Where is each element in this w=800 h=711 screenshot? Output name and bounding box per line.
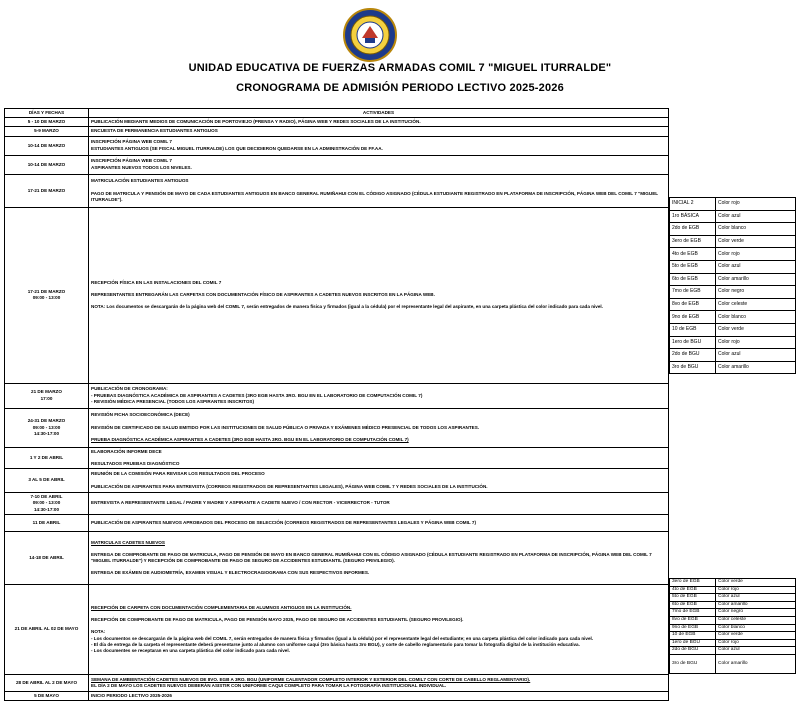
activities-header: ACTIVIDADES (89, 109, 669, 118)
legend-level: 5to de EGB (670, 594, 716, 602)
activity-line: REUNIÓN DE LA COMISIÓN PARA REVISAR LOS RESULTADOS DEL PROCESO (91, 471, 265, 477)
legend-color: Color amarillo (716, 654, 796, 673)
row-date: 5 DE MAYO (5, 692, 89, 701)
legend-level: 9no de EGB (670, 624, 716, 632)
legend-level: 10 de EGB (670, 632, 716, 640)
row-date: 14-18 DE ABRIL (5, 532, 89, 585)
legend-color: Color negro (716, 609, 796, 617)
legend-row (670, 336, 796, 349)
legend-color: Color azul (716, 594, 796, 602)
legend-level: 6to de EGB (670, 601, 716, 609)
activity-line: ENTREGA DE COMPROBANTE DE PAGO DE MATRICULA, PAGO DE PENSIÓN DE MAYO EN BANCO GENERAL RUMIÑAHUI CON EL CÓDIGO ASIGNADO (CÉDULA ESTUDIANTE REGISTRADO EN PLATAFORMA DE INSCRIPCIÓN, PÁGINA WEB DEL COMIL 7 "MIGUEL ITURRALDE") Y RECEPCIÓN DE COMPROBANTE DE PAGO DE SEGURO DE ACCIDENTES ESTUDIANTIL (SEGURO PRIVILEGIO). (91, 551, 652, 564)
activity-line: PUBLICACIÓN DE ASPIRANTES PARA ENTREVISTA (CORREOS REGISTRADOS DE REPRESENTANTES LEGALES), PÁGINA WEB COMIL 7 Y REDES SOCIALES DE LA INSTITUCIÓN. (91, 483, 488, 489)
date-line: 24-31 DE MARZO (27, 418, 66, 424)
legend-level: 6to de EGB (670, 273, 716, 286)
table-row (5, 408, 669, 447)
legend-level: 1ero de BGU (670, 336, 716, 349)
legend-row (670, 248, 796, 261)
row-activity: ENCUESTA DE PERMANENCIA ESTUDIANTES ANTIGUOS (89, 127, 669, 136)
table-row (5, 469, 669, 493)
row-activity (89, 532, 669, 585)
legend-row (670, 654, 796, 673)
row-activity (89, 675, 669, 692)
row-activity: ENTREVISTA A REPRESENTANTE LEGAL / PADRE Y MADRE Y ASPIRANTE A CADETE NUEVO / CON RECTOR - VICERRECTOR - TUTOR (89, 493, 669, 515)
table-header-row (5, 109, 669, 118)
row-date (5, 408, 89, 447)
legend-level: 2do de BGU (670, 647, 716, 655)
activity-line: - PRUEBAS DIAGNÓSTICA ACADÉMICA DE ASPIRANTES A CADETES (3RO EGB HASTA 3RO. BGU EN EL LABORATORIO DE COMPUTACIÓN COMIL 7) (91, 392, 423, 398)
table-row (5, 174, 669, 207)
legend-row (670, 286, 796, 299)
table-row (5, 127, 669, 136)
legend-level: 2do de EGB (670, 223, 716, 236)
legend-row (670, 594, 796, 602)
legend-color: Color rojo (716, 586, 796, 594)
legend-color: Color celeste (716, 616, 796, 624)
legend-level: 10 de EGB (670, 323, 716, 336)
row-date: 21 DE ABRIL AL 02 DE MAYO (5, 585, 89, 675)
activity-line: INSCRIPCIÓN PÁGINA WEB COMIL 7 (91, 158, 172, 164)
legend-color: Color rojo (716, 198, 796, 211)
activity-line: REPRESENTANTES ENTREGARÁN LAS CARPETAS CON DOCUMENTACIÓN FÍSICO DE ASPIRANTES A CADETES NUEVOS INSCRITOS EN LA PÁGINA WEB. (91, 292, 435, 297)
activity-line: RECEPCIÓN DE COMPROBANTE DE PAGO DE MATRICULA, PAGO DE PENSIÓN MAYO 2025, PAGO DE SEGURO DE ACCIDENTES ESTUDIANTIL (SEGURO PROVILEGIO). (91, 617, 464, 623)
row-activity (89, 383, 669, 408)
activity-line: - REVISIÓN MÉDICA PRESENCIAL (TODOS LOS ASPIRANTES INSCRITOS) (91, 398, 255, 404)
date-line: 7-10 DE ABRIL (30, 494, 63, 500)
legend-level: 3ro de BGU (670, 361, 716, 374)
legend-level: 3ero de EGB (670, 235, 716, 248)
legend-color: Color blanco (716, 624, 796, 632)
schedule-table (4, 108, 669, 701)
activity-note: - Los documentes se receptaran en una carpeta plástica del color indicado para cada nivel. (91, 647, 290, 653)
row-date: 5-9 MARZO (5, 127, 89, 136)
time-line: 09:00 - 13:00 (32, 424, 61, 430)
legend-row (670, 235, 796, 248)
row-activity: INICIO PERIODO LECTIVO 2025-2026 (89, 692, 669, 701)
activity-line: RESULTADOS PRUEBAS DIAGNÓSTICO (91, 460, 180, 466)
legend-color: Color blanco (716, 311, 796, 324)
folder-color-legend-new (669, 197, 796, 374)
row-date: 1 Y 2 DE ABRIL (5, 447, 89, 468)
legend-level: 5to de EGB (670, 260, 716, 273)
legend-level: 7mo de EGB (670, 286, 716, 299)
legend-color: Color rojo (716, 248, 796, 261)
legend-row (670, 647, 796, 655)
legend-level: 8vo de EGB (670, 616, 716, 624)
row-date: 5 - 10 DE MARZO (5, 118, 89, 127)
legend-level: 3ro de BGU (670, 654, 716, 673)
row-activity (89, 174, 669, 207)
legend-row (670, 609, 796, 617)
row-activity (89, 585, 669, 675)
row-date: 11 DE ABRIL (5, 515, 89, 532)
activity-note: - El día de entrega de la carpeta el representante deberá presentarse junto al alumno con uniforme caqui (3ro básica hasta 3ro BGU), y corte de cabello reglamentario para tomar la fotografía digital de la institución educativa. (91, 641, 580, 647)
legend-color: Color verde (716, 323, 796, 336)
legend-row (670, 624, 796, 632)
document-subtitle: CRONOGRAMA DE ADMISIÓN PERIODO LECTIVO 2025-2026 (236, 82, 564, 94)
date-line: 21 DE MARZO (31, 389, 62, 395)
row-activity (89, 207, 669, 383)
table-row (5, 493, 669, 515)
legend-color: Color verde (716, 579, 796, 587)
legend-color: Color azul (716, 210, 796, 223)
legend-color: Color rojo (716, 639, 796, 647)
legend-row (670, 311, 796, 324)
legend-level: INICIAL 2 (670, 198, 716, 211)
row-date: 28 DE ABRIL AL 2 DE MAYO (5, 675, 89, 692)
row-date: 17-21 DE MARZO (5, 174, 89, 207)
time-line: 14:30-17:00 (33, 506, 60, 512)
activity-line: RECEPCIÓN FÍSICA EN LAS INSTALACIONES DEL COMIL 7 (91, 279, 222, 285)
legend-row (670, 198, 796, 211)
legend-row (670, 273, 796, 286)
row-activity (89, 155, 669, 174)
legend-color: Color verde (716, 235, 796, 248)
activity-line: SEMANA DE AMBIENTACIÓN CADETES NUEVOS DE 8VO. EGB A 3RO. BGU (UNIFORME CALENTADOR COMPLETO INTERIOR Y EXTERIOR DEL COMIL7 CON CORTE DE CABELLO REGLAMENTARIO). (91, 676, 531, 682)
legend-level: 4to de EGB (670, 248, 716, 261)
document-title: UNIDAD EDUCATIVA DE FUERZAS ARMADAS COMIL 7 "MIGUEL ITURRALDE" (188, 62, 612, 74)
legend-level: 3ero de EGB (670, 579, 716, 587)
legend-color: Color azul (716, 647, 796, 655)
activity-line: REVISIÓN DE CERTIFICADO DE SALUD EMITIDO POR LAS INSTITUCIONES DE SALUD PÚBLICA O PRIVADA Y EXÁMENES MÉDICO PRESENCIAL DE TODOS LOS ASPIRANTES. (91, 424, 480, 430)
time-line: 09:00 - 13:00 (32, 500, 61, 506)
row-date (5, 207, 89, 383)
row-activity (89, 447, 669, 468)
table-row (5, 383, 669, 408)
row-date (5, 493, 89, 515)
table-row (5, 692, 669, 701)
legend-color: Color celeste (716, 298, 796, 311)
legend-color: Color azul (716, 260, 796, 273)
legend-row (670, 223, 796, 236)
activity-note-title: NOTA: (91, 629, 106, 635)
row-date (5, 383, 89, 408)
row-date: 10-14 DE MARZO (5, 136, 89, 155)
legend-level: 1ro BÁSICA (670, 210, 716, 223)
activity-line: ESTUDIANTES ANTIGUOS (SE FISCAL MIGUEL ITURRALDE) LOS QUE DECIDIERON QUEDARSE EN LA ADMINISTRACIÓN DE FF.AA. (91, 145, 383, 151)
activity-line: ELABORACIÓN INFORME DECE (91, 448, 162, 454)
table-row (5, 447, 669, 468)
institution-seal (343, 8, 397, 62)
row-activity: PUBLICACIÓN DE ASPIRANTES NUEVOS APROBADOS DEL PROCESO DE SELECCIÓN (CORREOS REGISTRADOS DE REPRESENTANTES LEGALES Y PÁGINA WEB COMIL 7) (89, 515, 669, 532)
legend-row (670, 361, 796, 374)
activity-line: INSCRIPCIÓN PÁGINA WEB COMIL 7 (91, 139, 172, 145)
activity-line: PUBLICACIÓN DE CRONOGRAMA: (91, 386, 168, 392)
row-date: 10-14 DE MARZO (5, 155, 89, 174)
legend-color: Color rojo (716, 336, 796, 349)
legend-row (670, 210, 796, 223)
legend-level: 7mo de EGB (670, 609, 716, 617)
row-activity: PUBLICACIÓN MEDIANTE MEDIOS DE COMUNICACIÓN DE PORTOVIEJO (PRENSA Y RADIO), PÁGINA WEB Y REDES SOCIALES DE LA INSTITUCIÓN. (89, 118, 669, 127)
dates-header: DÍAS Y FECHAS (5, 109, 89, 118)
legend-row (670, 579, 796, 587)
time-line: 17:00 (40, 395, 53, 401)
legend-level: 2do de BGU (670, 349, 716, 362)
legend-level: 1ero de BGU (670, 639, 716, 647)
activity-line: MATRICULACIÓN ESTUDIANTES ANTIGUOS (91, 178, 189, 184)
activity-line: ENTREGA DE EXÁMEN DE AUDIOMETRÍA, EXAMEN VISUAL Y ELECTROCRAGIOGRAMA CON SUS RESPECTIVOS INFORMES. (91, 570, 370, 576)
activity-line: ASPIRANTES NUEVOS TODOS LOS NIVELES. (91, 164, 192, 170)
legend-row (670, 323, 796, 336)
row-activity (89, 469, 669, 493)
folder-color-legend-returning (669, 578, 796, 674)
activity-line: EL DÍA 2 DE MAYO LOS CADETES NUEVOS DEBERÁN ASISTIR CON UNIFORME CAQUI COMPLETO PARA TOMAR LA FOTOGRAFÍA INSTITUCIONAL INDIVIDUAL. (91, 683, 447, 689)
row-date: 3 AL 5 DE ABRIL (5, 469, 89, 493)
legend-row (670, 260, 796, 273)
legend-color: Color amarillo (716, 361, 796, 374)
row-activity (89, 408, 669, 447)
activity-line: MATRICULAS CADETES NUEVOS (91, 539, 165, 545)
activity-note: - Los documentos se descargarán de la página web del COMIL 7, serán entregados de manera física y firmados (igual a la cédula) por el representante legal del estudiante; en una carpeta plástica del color indicado para cada nivel. (91, 635, 594, 641)
activity-line: RECEPCIÓN DE CARPETA CON DOCUMENTACIÓN COMPLEMENTARIA DE ALUMNOS ANTIGUOS EN LA INSTITUCIÓN. (91, 604, 352, 610)
row-activity (89, 136, 669, 155)
table-row (5, 585, 669, 675)
table-row (5, 515, 669, 532)
legend-level: 9no de EGB (670, 311, 716, 324)
legend-row (670, 586, 796, 594)
legend-level: 4to de EGB (670, 586, 716, 594)
legend-row (670, 639, 796, 647)
time-line: 14:30-17:00 (33, 430, 60, 436)
legend-color: Color blanco (716, 223, 796, 236)
date-line: 17-21 DE MARZO (27, 288, 66, 294)
table-row (5, 118, 669, 127)
legend-row (670, 632, 796, 640)
legend-color: Color amarillo (716, 273, 796, 286)
legend-row (670, 601, 796, 609)
legend-color: Color negro (716, 286, 796, 299)
legend-color: Color amarillo (716, 601, 796, 609)
activity-line: REVISIÓN FICHA SOCIOECONÓMICA (DECE) (91, 412, 190, 418)
legend-row (670, 298, 796, 311)
table-row (5, 675, 669, 692)
activity-line: PRUEBA DIAGNÓSTICA ACADÉMICA ASPIRANTES A CADETES (3RO EGB HASTA 3RO. BGU EN EL LABORATORIO DE COMPUTACIÓN COMIL 7) (91, 436, 409, 442)
table-row (5, 155, 669, 174)
table-row (5, 136, 669, 155)
activity-note: NOTA: Los documentos se descargarán de la página web del COMIL 7, serán entregados de manera física y firmados (igual a la cédula) por el representante legal del aspirante, en una carpeta plástica del color indicado para cada nivel. (91, 304, 603, 310)
legend-level: 8vo de EGB (670, 298, 716, 311)
legend-color: Color verde (716, 632, 796, 640)
legend-row (670, 349, 796, 362)
time-line: 09:00 - 13:00 (32, 295, 61, 301)
legend-color: Color azul (716, 349, 796, 362)
activity-line: PAGO DE MATRICULA Y PENSIÓN DE MAYO DE CADA ESTUDIANTES ANTIGUOS EN BANCO GENERAL RUMIÑAHUI CON EL CÓDIGO ASIGNADO (CÉDULA ESTUDIANTE REGISTRADO EN PLATAFORMA DE INSCRIPCIÓN, PÁGINA WEB DEL COMIL 7 "MIGUEL ITURRALDE"). (91, 190, 658, 202)
legend-row (670, 616, 796, 624)
table-row (5, 532, 669, 585)
table-row (5, 207, 669, 383)
